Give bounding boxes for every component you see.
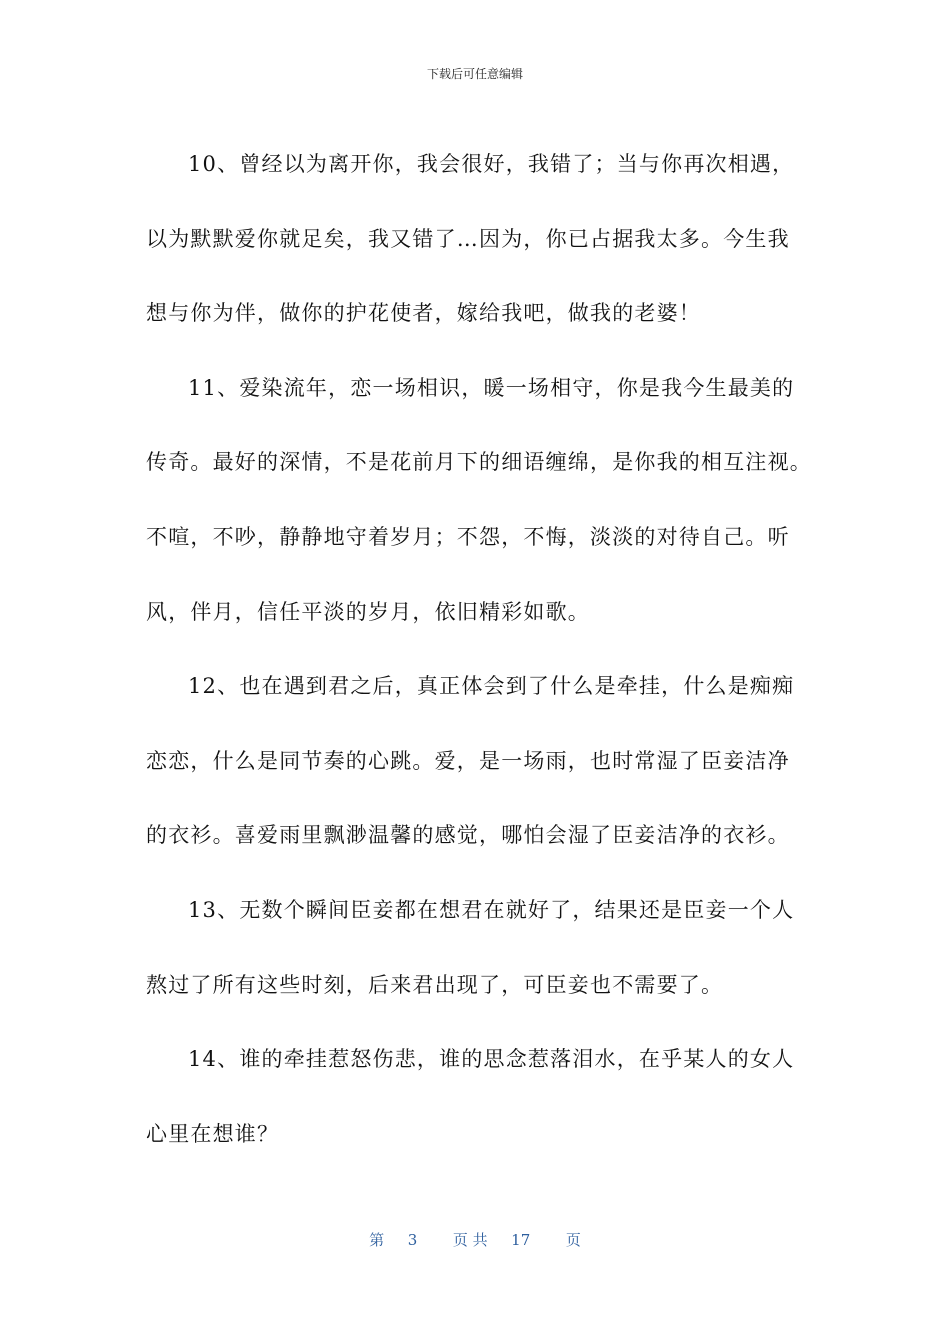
- text-line: 14、谁的牵挂惹怒伤悲，谁的思念惹落泪水，在乎某人的女人: [188, 1047, 795, 1072]
- page-label: 第: [369, 1231, 385, 1249]
- text-line: 12、也在遇到君之后，真正体会到了什么是牵挂，什么是痴痴: [188, 674, 795, 699]
- paragraph-14: [146, 1022, 818, 1171]
- text-line: 传奇。最好的深情，不是花前月下的细语缠绵，是你我的相互注视。: [146, 450, 812, 475]
- text-line: 10、曾经以为离开你，我会很好，我错了；当与你再次相遇，: [188, 152, 795, 176]
- page-footer: [0, 1230, 950, 1250]
- paragraph-13: [146, 873, 818, 1022]
- text-line: 心里在想谁？: [146, 1121, 280, 1146]
- paragraph-12: [146, 649, 818, 873]
- paragraph-10: [146, 127, 818, 351]
- text-line: 风，伴月，信任平淡的岁月，依旧精彩如歌。: [146, 599, 590, 624]
- page-mid-label: 页 共: [452, 1231, 488, 1249]
- header-text: 下载后可任意编辑: [426, 67, 523, 81]
- total-pages: 17: [511, 1231, 531, 1249]
- page-header: [0, 66, 950, 82]
- text-line: 的衣衫。喜爱雨里飘渺温馨的感觉，哪怕会湿了臣妾洁净的衣衫。: [146, 823, 790, 848]
- text-line: 以为默默爱你就足矣，我又错了…因为，你已占据我太多。今生我: [146, 226, 790, 251]
- paragraph-11: [146, 351, 818, 649]
- page-end-label: 页: [565, 1231, 581, 1249]
- text-line: 不喧，不吵，静静地守着岁月；不怨，不悔，淡淡的对待自己。听: [146, 524, 790, 549]
- document-body: [146, 127, 818, 1171]
- text-line: 想与你为伴，做你的护花使者，嫁给我吧，做我的老婆！: [146, 301, 701, 326]
- page-number: 3: [407, 1231, 418, 1249]
- text-line: 熬过了所有这些时刻，后来君出现了，可臣妾也不需要了。: [146, 972, 724, 997]
- text-line: 13、无数个瞬间臣妾都在想君在就好了，结果还是臣妾一个人: [188, 897, 795, 922]
- text-line: 恋恋，什么是同节奏的心跳。爱，是一场雨，也时常湿了臣妾洁净: [146, 748, 790, 773]
- text-line: 11、爱染流年，恋一场相识，暖一场相守，你是我今生最美的: [188, 375, 795, 400]
